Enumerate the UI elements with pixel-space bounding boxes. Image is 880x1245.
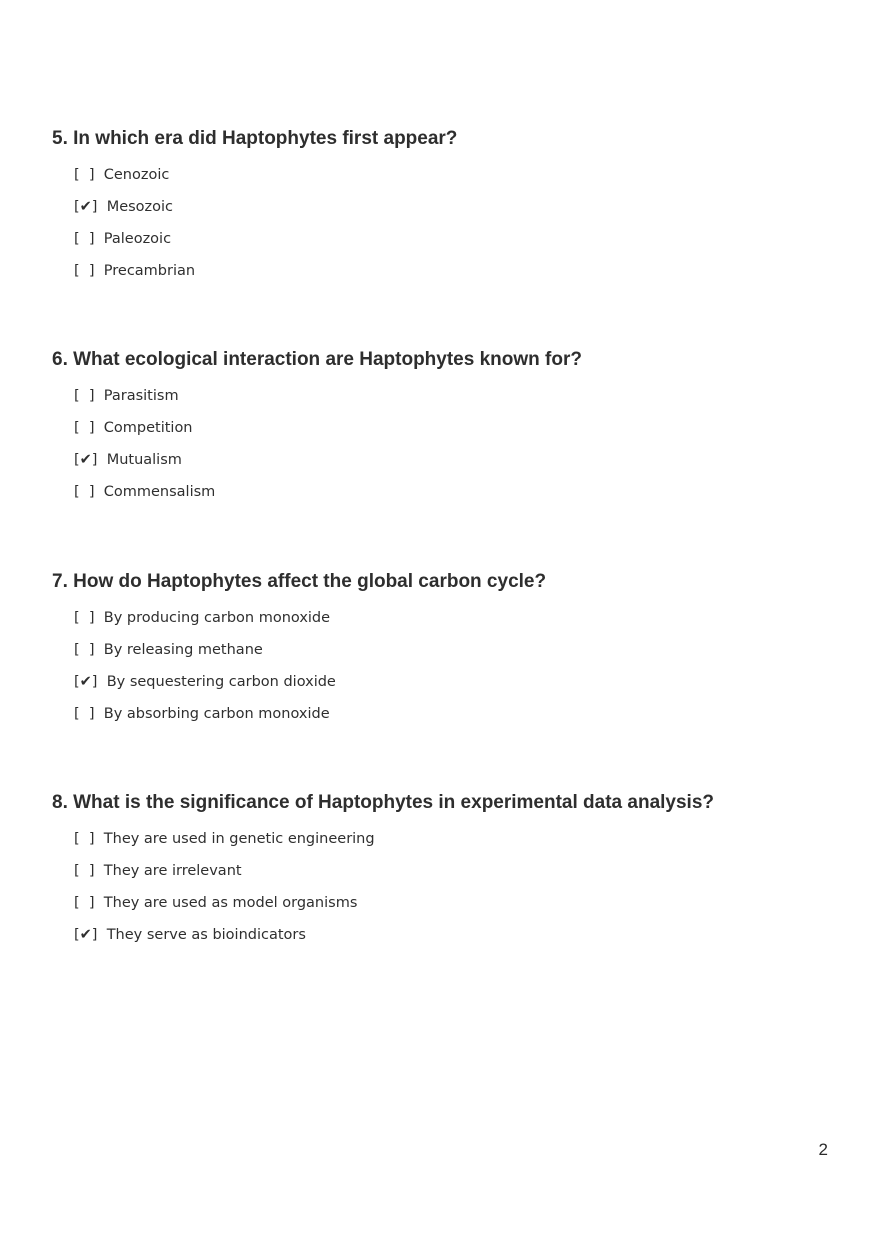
question-title: 5. In which era did Haptophytes first appear?: [52, 128, 458, 149]
checkbox[interactable]: [ ]: [74, 231, 95, 247]
checkbox-checked[interactable]: [✔]: [74, 927, 98, 943]
option-commensalism[interactable]: [74, 482, 215, 514]
checkbox[interactable]: [ ]: [74, 167, 95, 183]
option-list: [74, 165, 195, 293]
option-mesozoic[interactable]: [74, 197, 195, 229]
option-label: They are used as model organisms: [103, 895, 358, 911]
question-title: 8. What is the significance of Haptophytes in experimental data analysis?: [52, 792, 715, 813]
option-paleozoic[interactable]: [74, 229, 195, 261]
option-precambrian[interactable]: [74, 261, 195, 293]
option-label: They serve as bioindicators: [106, 927, 306, 943]
question-7: [52, 570, 852, 722]
option-mutualism[interactable]: [74, 450, 215, 482]
option-label: By producing carbon monoxide: [103, 610, 331, 626]
option-model-organisms[interactable]: [74, 893, 375, 925]
option-cenozoic[interactable]: [74, 165, 195, 197]
option-irrelevant[interactable]: [74, 861, 375, 893]
option-releasing-methane[interactable]: [74, 640, 336, 672]
checkbox[interactable]: [ ]: [74, 863, 95, 879]
question-title: 6. What ecological interaction are Haptophytes known for?: [52, 349, 582, 370]
option-bioindicators[interactable]: [74, 925, 375, 957]
option-label: They are irrelevant: [103, 863, 242, 879]
option-label: By releasing methane: [103, 642, 263, 658]
option-label: Mutualism: [106, 452, 182, 468]
option-label: By absorbing carbon monoxide: [103, 706, 330, 722]
checkbox[interactable]: [ ]: [74, 388, 95, 404]
option-list: [74, 829, 375, 957]
option-label: Commensalism: [103, 484, 216, 500]
checkbox-checked[interactable]: [✔]: [74, 674, 98, 690]
option-label: They are used in genetic engineering: [103, 831, 375, 847]
checkbox[interactable]: [ ]: [74, 420, 95, 436]
option-sequestering-co2[interactable]: [74, 672, 336, 704]
question-6: [52, 348, 852, 500]
checkbox[interactable]: [ ]: [74, 706, 95, 722]
option-genetic-engineering[interactable]: [74, 829, 375, 861]
option-parasitism[interactable]: [74, 386, 215, 418]
option-label: Parasitism: [103, 388, 179, 404]
option-label: By sequestering carbon dioxide: [106, 674, 336, 690]
checkbox[interactable]: [ ]: [74, 610, 95, 626]
checkbox[interactable]: [ ]: [74, 263, 95, 279]
page-number: 2: [818, 1140, 828, 1159]
question-title: 7. How do Haptophytes affect the global carbon cycle?: [52, 571, 547, 592]
question-8: [52, 791, 852, 943]
checkbox[interactable]: [ ]: [74, 642, 95, 658]
option-label: Mesozoic: [106, 199, 174, 215]
option-label: Paleozoic: [103, 231, 172, 247]
option-label: Cenozoic: [103, 167, 170, 183]
checkbox[interactable]: [ ]: [74, 831, 95, 847]
question-5: [52, 127, 852, 279]
option-carbon-monoxide-producing[interactable]: [74, 608, 336, 640]
option-list: [74, 386, 215, 514]
option-list: [74, 608, 336, 736]
option-label: Precambrian: [103, 263, 196, 279]
option-absorbing-carbon-monoxide[interactable]: [74, 704, 336, 736]
checkbox[interactable]: [ ]: [74, 484, 95, 500]
checkbox-checked[interactable]: [✔]: [74, 199, 98, 215]
option-competition[interactable]: [74, 418, 215, 450]
checkbox[interactable]: [ ]: [74, 895, 95, 911]
checkbox-checked[interactable]: [✔]: [74, 452, 98, 468]
option-label: Competition: [103, 420, 193, 436]
